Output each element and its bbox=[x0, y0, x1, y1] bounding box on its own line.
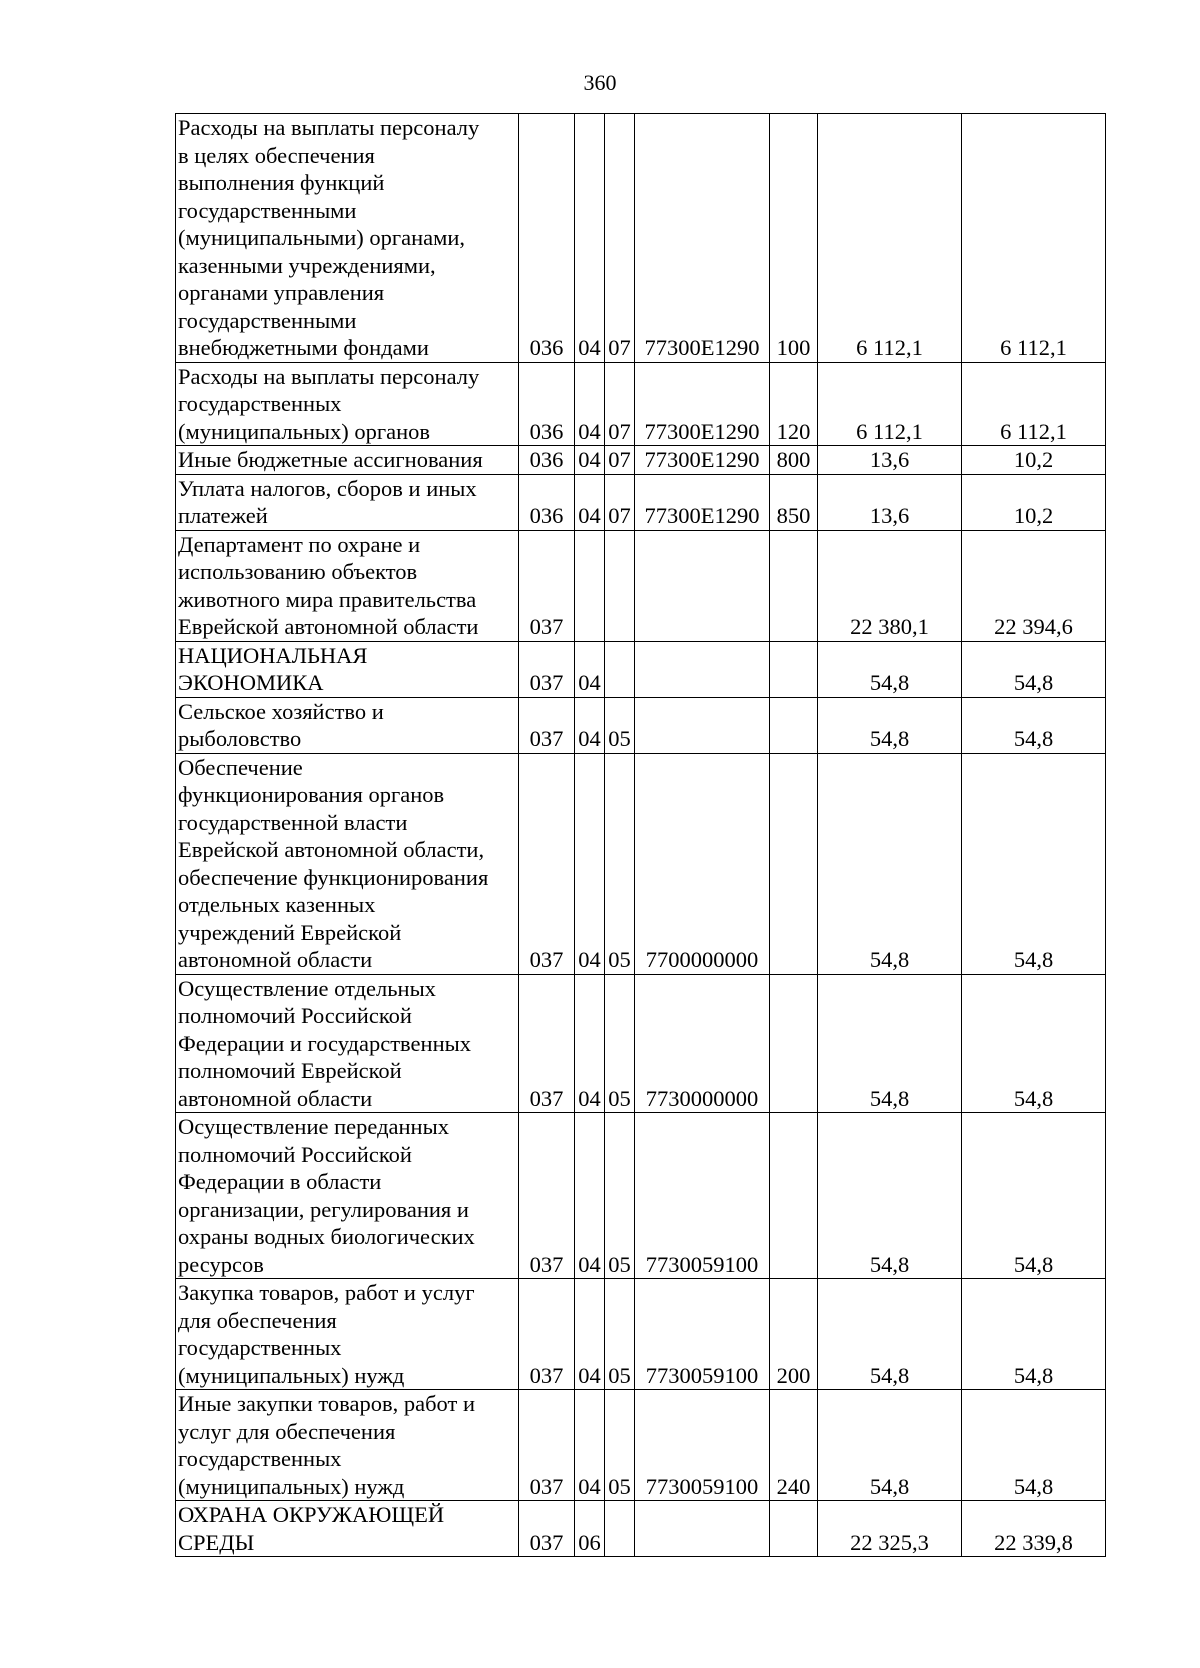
amount-year2-cell: 10,2 bbox=[962, 474, 1106, 530]
row-name-cell: Осуществление переданных полномочий Российской Федерации в области организации, регулирования и охраны водных биологических ресурсов bbox=[176, 1113, 519, 1279]
subsection-code-cell: 07 bbox=[605, 114, 635, 363]
target-article-cell bbox=[635, 1501, 770, 1557]
section-code-cell bbox=[575, 530, 605, 641]
target-article-cell: 7730059100 bbox=[635, 1279, 770, 1390]
subsection-code-cell: 05 bbox=[605, 753, 635, 974]
expense-type-cell bbox=[770, 641, 818, 697]
table-row bbox=[176, 1113, 1106, 1279]
amount-year2-cell: 54,8 bbox=[962, 697, 1106, 753]
table-row bbox=[176, 530, 1106, 641]
table-row bbox=[176, 362, 1106, 446]
table-row bbox=[176, 1501, 1106, 1557]
subsection-code-cell: 07 bbox=[605, 362, 635, 446]
table-row bbox=[176, 1390, 1106, 1501]
amount-year2-cell: 54,8 bbox=[962, 1113, 1106, 1279]
subsection-code-cell bbox=[605, 530, 635, 641]
amount-year2-cell: 6 112,1 bbox=[962, 362, 1106, 446]
expense-type-cell bbox=[770, 697, 818, 753]
amount-year2-cell: 54,8 bbox=[962, 974, 1106, 1113]
subsection-code-cell bbox=[605, 641, 635, 697]
row-name-cell: Закупка товаров, работ и услуг для обеспечения государственных (муниципальных) нужд bbox=[176, 1279, 519, 1390]
expense-type-cell: 240 bbox=[770, 1390, 818, 1501]
subsection-code-cell: 07 bbox=[605, 474, 635, 530]
subsection-code-cell: 05 bbox=[605, 974, 635, 1113]
row-name-cell: Обеспечение функционирования органов государственной власти Еврейской автономной области, обеспечение функционирования отдельных казенных учреждений Еврейской автономной области bbox=[176, 753, 519, 974]
row-name-cell: Департамент по охране и использованию объектов животного мира правительства Еврейской автономной области bbox=[176, 530, 519, 641]
amount-year1-cell: 54,8 bbox=[818, 1390, 962, 1501]
expense-type-cell bbox=[770, 753, 818, 974]
admin-code-cell: 037 bbox=[519, 697, 575, 753]
section-code-cell: 04 bbox=[575, 1113, 605, 1279]
section-code-cell: 04 bbox=[575, 697, 605, 753]
expense-type-cell bbox=[770, 1501, 818, 1557]
subsection-code-cell: 05 bbox=[605, 1390, 635, 1501]
section-code-cell: 04 bbox=[575, 753, 605, 974]
admin-code-cell: 036 bbox=[519, 114, 575, 363]
expense-type-cell bbox=[770, 974, 818, 1113]
row-name-cell: Расходы на выплаты персоналу в целях обеспечения выполнения функций государственными (муниципальными) органами, казенными учреждениями, органами управления государственными внебюджетными фондами bbox=[176, 114, 519, 363]
page-number: 360 bbox=[583, 70, 617, 95]
table-row bbox=[176, 753, 1106, 974]
amount-year1-cell: 6 112,1 bbox=[818, 114, 962, 363]
admin-code-cell: 037 bbox=[519, 1113, 575, 1279]
admin-code-cell: 037 bbox=[519, 641, 575, 697]
expense-type-cell: 800 bbox=[770, 446, 818, 475]
budget-table bbox=[175, 113, 1106, 1557]
section-code-cell: 04 bbox=[575, 114, 605, 363]
row-name-cell: Иные бюджетные ассигнования bbox=[176, 446, 519, 475]
table-row bbox=[176, 1279, 1106, 1390]
amount-year2-cell: 54,8 bbox=[962, 1390, 1106, 1501]
target-article-cell: 77300Е1290 bbox=[635, 446, 770, 475]
table-row bbox=[176, 974, 1106, 1113]
amount-year2-cell: 54,8 bbox=[962, 1279, 1106, 1390]
target-article-cell bbox=[635, 697, 770, 753]
amount-year1-cell: 54,8 bbox=[818, 753, 962, 974]
admin-code-cell: 037 bbox=[519, 530, 575, 641]
budget-table-body bbox=[176, 114, 1106, 1557]
amount-year1-cell: 22 380,1 bbox=[818, 530, 962, 641]
subsection-code-cell: 05 bbox=[605, 697, 635, 753]
row-name-cell: Осуществление отдельных полномочий Российской Федерации и государственных полномочий Еврейской автономной области bbox=[176, 974, 519, 1113]
table-row bbox=[176, 114, 1106, 363]
target-article-cell: 7730059100 bbox=[635, 1390, 770, 1501]
expense-type-cell: 200 bbox=[770, 1279, 818, 1390]
admin-code-cell: 036 bbox=[519, 362, 575, 446]
admin-code-cell: 037 bbox=[519, 1279, 575, 1390]
admin-code-cell: 036 bbox=[519, 474, 575, 530]
admin-code-cell: 037 bbox=[519, 1390, 575, 1501]
amount-year2-cell: 54,8 bbox=[962, 641, 1106, 697]
section-code-cell: 04 bbox=[575, 362, 605, 446]
section-code-cell: 04 bbox=[575, 1279, 605, 1390]
admin-code-cell: 036 bbox=[519, 446, 575, 475]
target-article-cell bbox=[635, 530, 770, 641]
table-row bbox=[176, 641, 1106, 697]
section-code-cell: 04 bbox=[575, 446, 605, 475]
section-code-cell: 06 bbox=[575, 1501, 605, 1557]
target-article-cell: 77300Е1290 bbox=[635, 362, 770, 446]
amount-year2-cell: 6 112,1 bbox=[962, 114, 1106, 363]
amount-year1-cell: 22 325,3 bbox=[818, 1501, 962, 1557]
admin-code-cell: 037 bbox=[519, 1501, 575, 1557]
amount-year1-cell: 54,8 bbox=[818, 641, 962, 697]
section-code-cell: 04 bbox=[575, 974, 605, 1113]
subsection-code-cell bbox=[605, 1501, 635, 1557]
amount-year1-cell: 54,8 bbox=[818, 1113, 962, 1279]
amount-year1-cell: 54,8 bbox=[818, 1279, 962, 1390]
amount-year1-cell: 54,8 bbox=[818, 974, 962, 1113]
subsection-code-cell: 05 bbox=[605, 1279, 635, 1390]
amount-year1-cell: 54,8 bbox=[818, 697, 962, 753]
section-code-cell: 04 bbox=[575, 474, 605, 530]
target-article-cell: 7730000000 bbox=[635, 974, 770, 1113]
table-row bbox=[176, 697, 1106, 753]
amount-year2-cell: 22 339,8 bbox=[962, 1501, 1106, 1557]
amount-year2-cell: 22 394,6 bbox=[962, 530, 1106, 641]
row-name-cell: Сельское хозяйство и рыболовство bbox=[176, 697, 519, 753]
target-article-cell bbox=[635, 641, 770, 697]
admin-code-cell: 037 bbox=[519, 753, 575, 974]
subsection-code-cell: 07 bbox=[605, 446, 635, 475]
target-article-cell: 7730059100 bbox=[635, 1113, 770, 1279]
amount-year2-cell: 54,8 bbox=[962, 753, 1106, 974]
expense-type-cell bbox=[770, 1113, 818, 1279]
subsection-code-cell: 05 bbox=[605, 1113, 635, 1279]
section-code-cell: 04 bbox=[575, 1390, 605, 1501]
target-article-cell: 77300Е1290 bbox=[635, 474, 770, 530]
table-row bbox=[176, 446, 1106, 475]
row-name-cell: НАЦИОНАЛЬНАЯ ЭКОНОМИКА bbox=[176, 641, 519, 697]
expense-type-cell: 120 bbox=[770, 362, 818, 446]
table-row bbox=[176, 474, 1106, 530]
amount-year2-cell: 10,2 bbox=[962, 446, 1106, 475]
row-name-cell: Расходы на выплаты персоналу государственных (муниципальных) органов bbox=[176, 362, 519, 446]
target-article-cell: 77300Е1290 bbox=[635, 114, 770, 363]
amount-year1-cell: 13,6 bbox=[818, 474, 962, 530]
expense-type-cell bbox=[770, 530, 818, 641]
row-name-cell: Уплата налогов, сборов и иных платежей bbox=[176, 474, 519, 530]
amount-year1-cell: 13,6 bbox=[818, 446, 962, 475]
row-name-cell: Иные закупки товаров, работ и услуг для обеспечения государственных (муниципальных) нужд bbox=[176, 1390, 519, 1501]
expense-type-cell: 850 bbox=[770, 474, 818, 530]
row-name-cell: ОХРАНА ОКРУЖАЮЩЕЙ СРЕДЫ bbox=[176, 1501, 519, 1557]
target-article-cell: 7700000000 bbox=[635, 753, 770, 974]
expense-type-cell: 100 bbox=[770, 114, 818, 363]
section-code-cell: 04 bbox=[575, 641, 605, 697]
admin-code-cell: 037 bbox=[519, 974, 575, 1113]
amount-year1-cell: 6 112,1 bbox=[818, 362, 962, 446]
